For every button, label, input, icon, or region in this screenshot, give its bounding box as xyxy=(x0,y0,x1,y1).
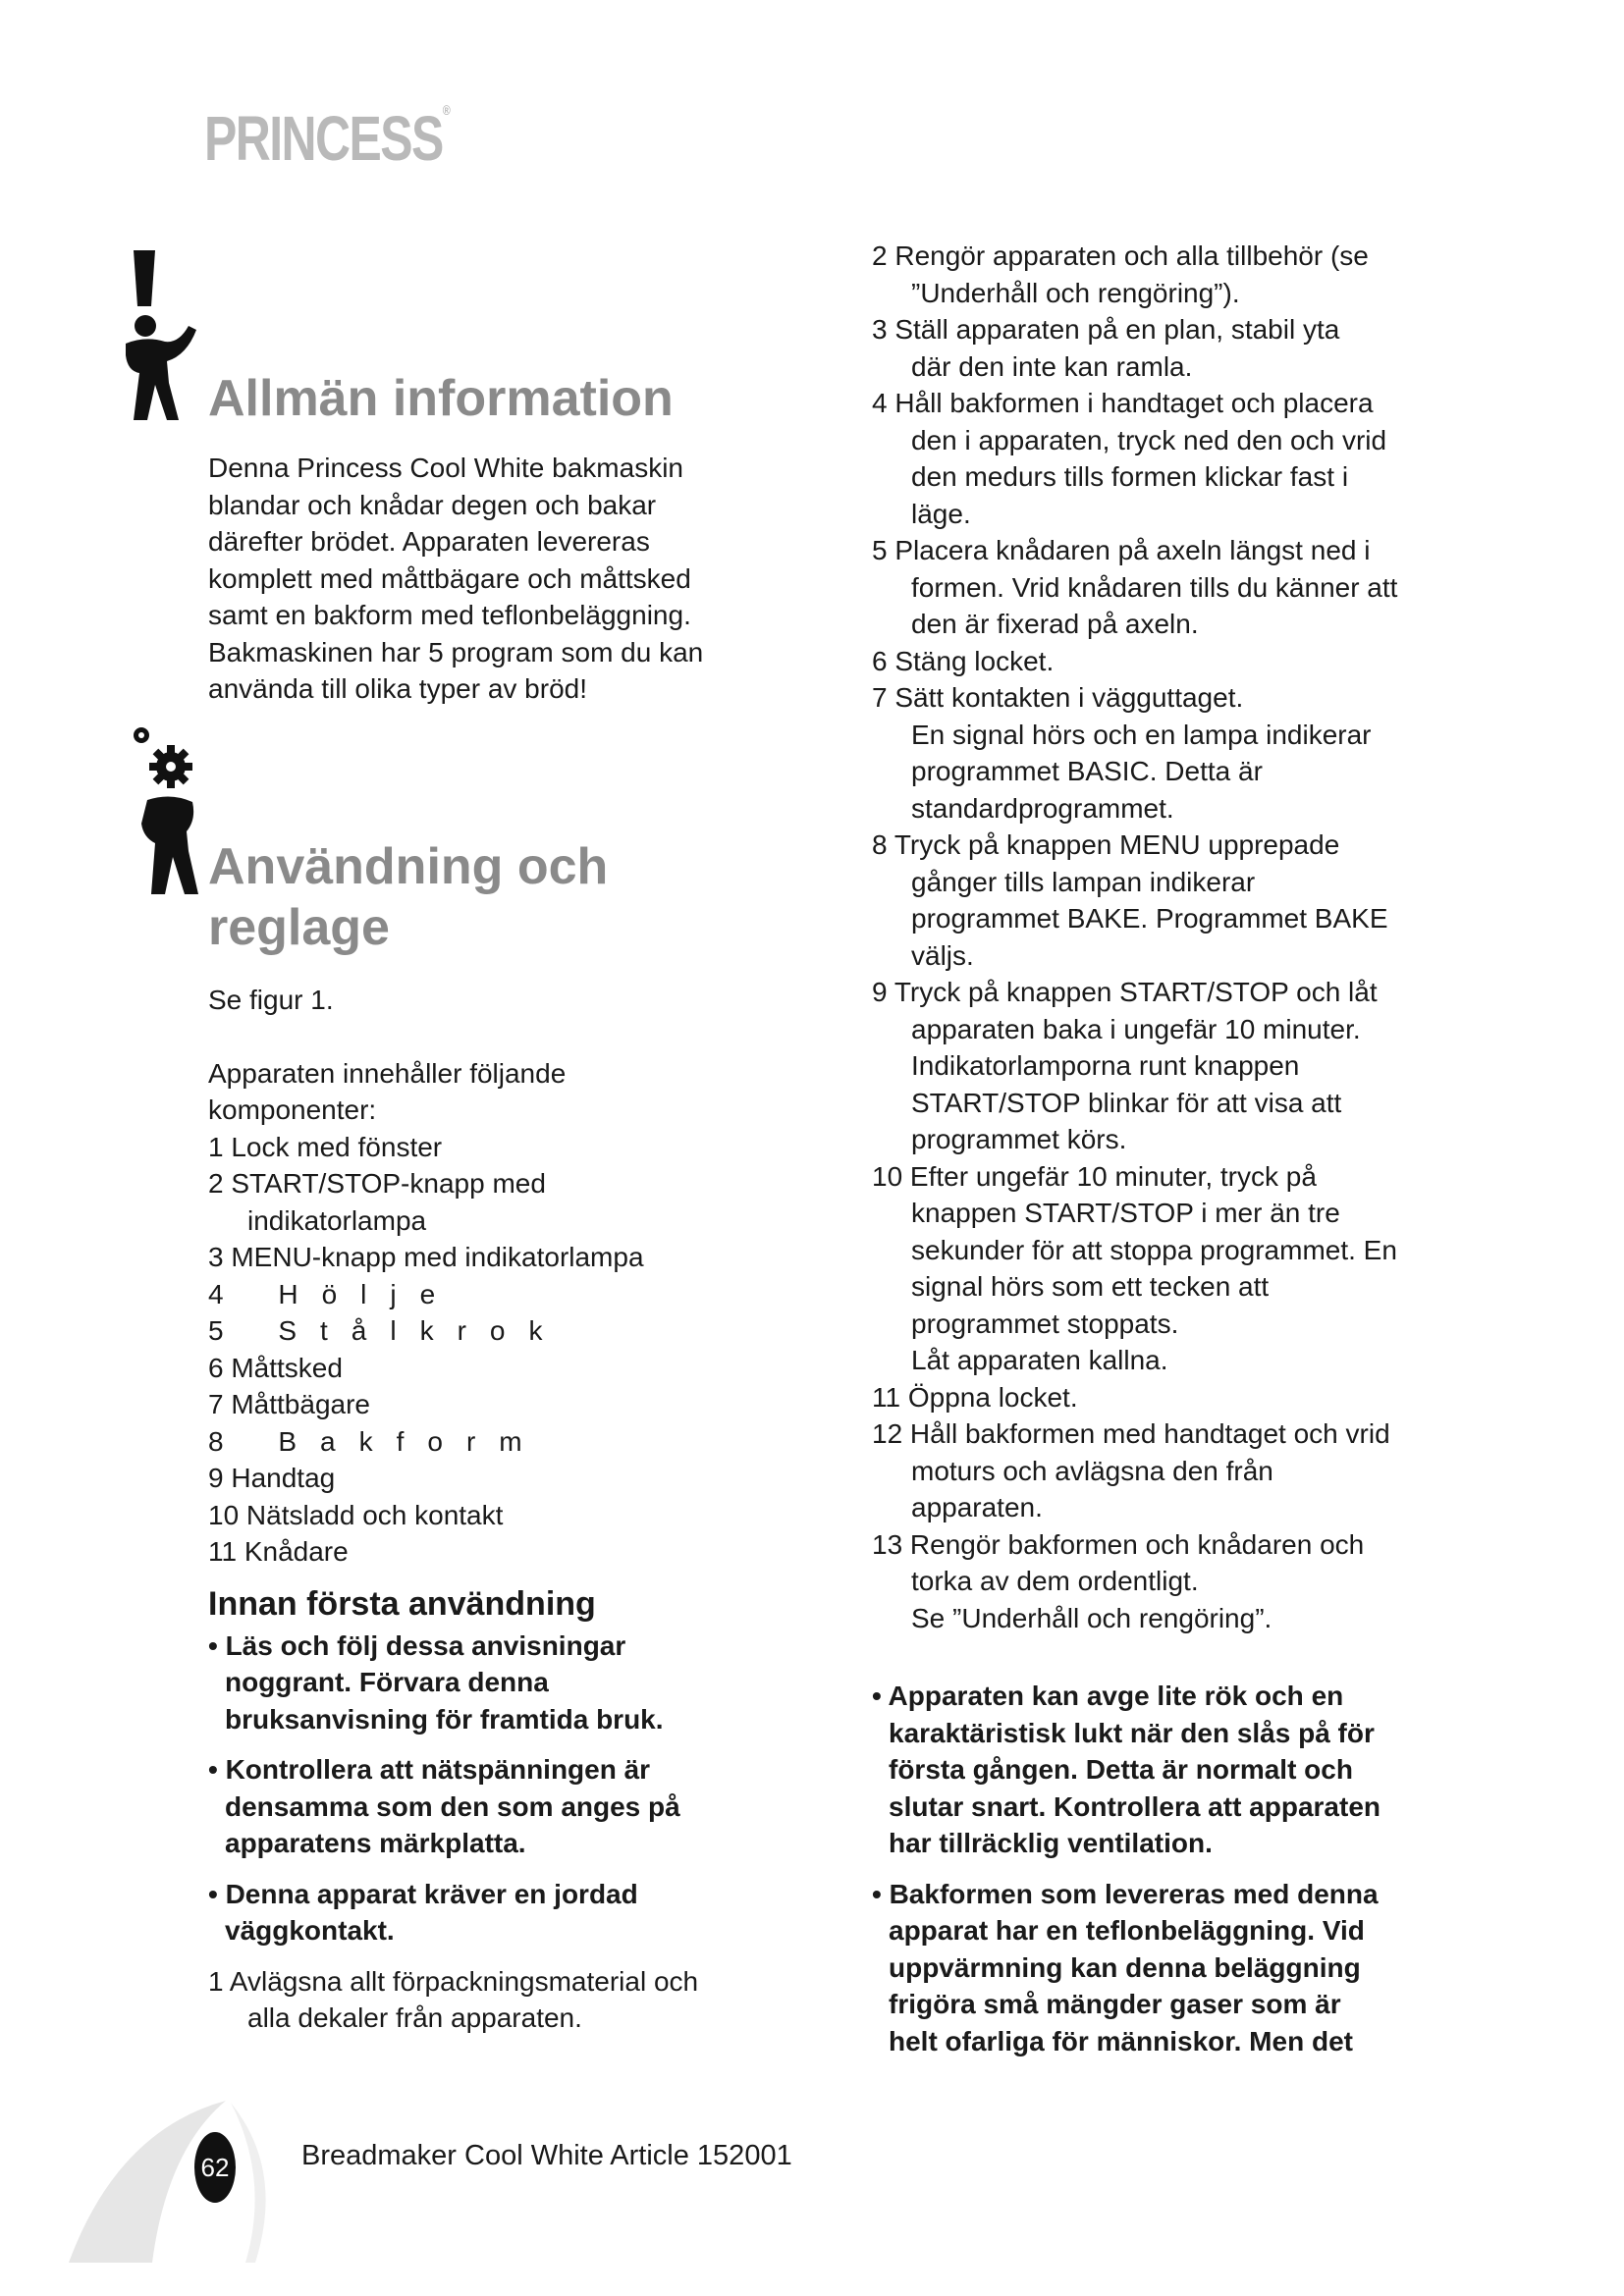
section-title-usage-line2: reglage xyxy=(208,899,390,956)
step-line: 11 Öppna locket. xyxy=(872,1381,1078,1413)
body-line: Bakmaskinen har 5 program som du kan xyxy=(208,636,704,667)
step-line-cont: den i apparaten, tryck ned den och vrid xyxy=(911,424,1387,455)
step-line-cont: apparaten. xyxy=(911,1492,1043,1522)
section-title-usage-line1: Användning och xyxy=(208,838,609,895)
step-line-cont: START/STOP blinkar för att visa att xyxy=(911,1087,1342,1118)
step-line-cont: alla dekaler från apparaten. xyxy=(247,2002,582,2033)
bullet-line-cont: väggkontakt. xyxy=(225,1915,395,1946)
step-line-cont: apparaten baka i ungefär 10 minuter. xyxy=(911,1013,1361,1044)
gear-figure-icon xyxy=(128,721,216,898)
body-line: blandar och knådar degen och bakar xyxy=(208,489,657,520)
bullet-line-cont: uppvärmning kan denna beläggning xyxy=(889,1951,1361,1983)
component-item-cont: indikatorlampa xyxy=(247,1204,427,1236)
general-info-body xyxy=(208,450,758,708)
component-item: 4 Hölje xyxy=(208,1278,460,1309)
step-line: 7 Sätt kontakten i vägguttaget. xyxy=(872,682,1244,713)
step-line: 2 Rengör apparaten och alla tillbehör (se xyxy=(872,240,1369,271)
step-line-cont: programmet BAKE. Programmet BAKE xyxy=(911,903,1388,934)
body-line: därefter brödet. Apparaten levereras xyxy=(208,526,650,557)
page-number: 62 xyxy=(200,2153,230,2182)
step-list xyxy=(872,238,1441,1636)
components-intro-line: Apparaten innehåller följande xyxy=(208,1057,567,1089)
bullet-line-cont: densamma som den som anges på xyxy=(225,1790,680,1822)
step-line-cont: där den inte kan ramla. xyxy=(911,350,1193,382)
step-line-cont: En signal hörs och en lampa indikerar xyxy=(911,719,1372,750)
section-title-general-info: Allmän information xyxy=(208,370,674,427)
step-line-cont: väljs. xyxy=(911,939,974,971)
step-line: 4 Håll bakformen i handtaget och placera xyxy=(872,388,1374,418)
step-line-cont: programmet BASIC. Detta är xyxy=(911,756,1263,786)
component-item: 7 Måttbägare xyxy=(208,1389,370,1419)
footer-article-text: Breadmaker Cool White Article 152001 xyxy=(301,2140,792,2171)
bullet-line-cont: bruksanvisning för framtida bruk. xyxy=(225,1703,664,1735)
components-intro-line: komponenter: xyxy=(208,1095,377,1125)
step-line: 13 Rengör bakformen och knådaren och xyxy=(872,1528,1365,1560)
info-figure-icon xyxy=(118,245,206,422)
bullet-line-cont: slutar snart. Kontrollera att apparaten xyxy=(889,1790,1381,1822)
body-line: Denna Princess Cool White bakmaskin xyxy=(208,453,683,483)
component-item: 5 Stålkrok xyxy=(208,1315,567,1346)
bullet-line-cont: apparatens märkplatta. xyxy=(225,1828,526,1858)
right-column xyxy=(872,238,1441,2059)
step-line: 6 Stäng locket. xyxy=(872,645,1055,676)
component-item: 1 Lock med fönster xyxy=(208,1131,443,1162)
component-item: 11 Knådare xyxy=(208,1536,349,1567)
bullet-line-cont: har tillräcklig ventilation. xyxy=(889,1828,1213,1858)
step-line-cont: knappen START/STOP i mer än tre xyxy=(911,1198,1340,1228)
step-line-cont: formen. Vrid knådaren tills du känner att xyxy=(911,571,1398,603)
bullet-line-cont: karaktäristisk lukt när den slås på för xyxy=(889,1717,1375,1748)
bullet-line-cont: noggrant. Förvara denna xyxy=(225,1667,549,1697)
step-line-cont: standardprogrammet. xyxy=(911,792,1174,824)
step-line-cont: moturs och avlägsna den från xyxy=(911,1455,1273,1486)
step-line-cont: programmet stoppats. xyxy=(911,1308,1179,1339)
footer-swoosh-graphic xyxy=(59,2091,285,2268)
step-line-cont: den är fixerad på axeln. xyxy=(911,609,1199,639)
logo-text: PRINCESS xyxy=(204,103,443,174)
step-line: 3 Ställ apparaten på en plan, stabil yta xyxy=(872,314,1340,345)
page-number-badge xyxy=(194,2132,236,2203)
component-item: 6 Måttsked xyxy=(208,1352,343,1383)
step-line-cont: Låt apparaten kallna. xyxy=(911,1345,1168,1375)
logo-reg-mark: ® xyxy=(442,102,450,118)
bullet-line: • Denna apparat kräver en jordad xyxy=(208,1878,638,1909)
step-line-cont: Se ”Underhåll och rengöring”. xyxy=(911,1602,1272,1633)
step-line: 8 Tryck på knappen MENU upprepade xyxy=(872,829,1340,860)
step-line-cont: läge. xyxy=(911,498,971,529)
step-line-cont: programmet körs. xyxy=(911,1124,1127,1154)
component-item: 9 Handtag xyxy=(208,1463,336,1493)
component-item: 3 MENU-knapp med indikatorlampa xyxy=(208,1242,644,1272)
bullet-line: • Apparaten kan avge lite rök och en xyxy=(872,1681,1344,1711)
component-item: 8 Bakform xyxy=(208,1425,546,1457)
component-item: 10 Nätsladd och kontakt xyxy=(208,1499,504,1530)
bullet-line-cont: frigöra små mängder gaser som är xyxy=(889,1989,1341,2019)
step-line-cont: sekunder för att stoppa programmet. En xyxy=(911,1234,1397,1265)
body-line: komplett med måttbägare och måttsked xyxy=(208,562,691,594)
body-line: samt en bakform med teflonbeläggning. xyxy=(208,600,691,630)
bullet-line-cont: helt ofarliga för människor. Men det xyxy=(889,2025,1353,2056)
step-line-cont: gånger tills lampan indikerar xyxy=(911,866,1256,897)
component-item: 2 START/STOP-knapp med xyxy=(208,1168,546,1199)
bullet-line: • Kontrollera att nätspänningen är xyxy=(208,1754,651,1785)
bullet-line: • Bakformen som levereras med denna xyxy=(872,1878,1379,1909)
body-line: använda till olika typer av bröd! xyxy=(208,673,587,704)
step-line-cont: den medurs tills formen klickar fast i xyxy=(911,461,1349,492)
step-line: 10 Efter ungefär 10 minuter, tryck på xyxy=(872,1160,1317,1192)
step-line-cont: Indikatorlamporna runt knappen xyxy=(911,1050,1300,1081)
step-line: 9 Tryck på knappen START/STOP och låt xyxy=(872,977,1378,1007)
step-line-cont: signal hörs som ett tecken att xyxy=(911,1271,1270,1302)
step-line: 5 Placera knådaren på axeln längst ned i xyxy=(872,535,1371,565)
step-line: 12 Håll bakformen med handtaget och vrid xyxy=(872,1418,1390,1449)
bullet-line: • Läs och följ dessa anvisningar xyxy=(208,1629,626,1661)
step-line: 1 Avlägsna allt förpackningsmaterial och xyxy=(208,1965,699,1997)
bullet-line-cont: första gången. Detta är normalt och xyxy=(889,1754,1353,1785)
right-bullets xyxy=(872,1678,1441,2059)
step-line-cont: torka av dem ordentligt. xyxy=(911,1566,1199,1596)
usage-body xyxy=(208,982,758,2037)
princess-logo xyxy=(204,102,449,175)
section-title-before-first-use: Innan första användning xyxy=(208,1584,596,1623)
step-line-cont: ”Underhåll och rengöring”). xyxy=(911,277,1240,308)
bullet-line-cont: apparat har en teflonbeläggning. Vid xyxy=(889,1915,1365,1946)
see-figure-text: Se figur 1. xyxy=(208,985,334,1015)
